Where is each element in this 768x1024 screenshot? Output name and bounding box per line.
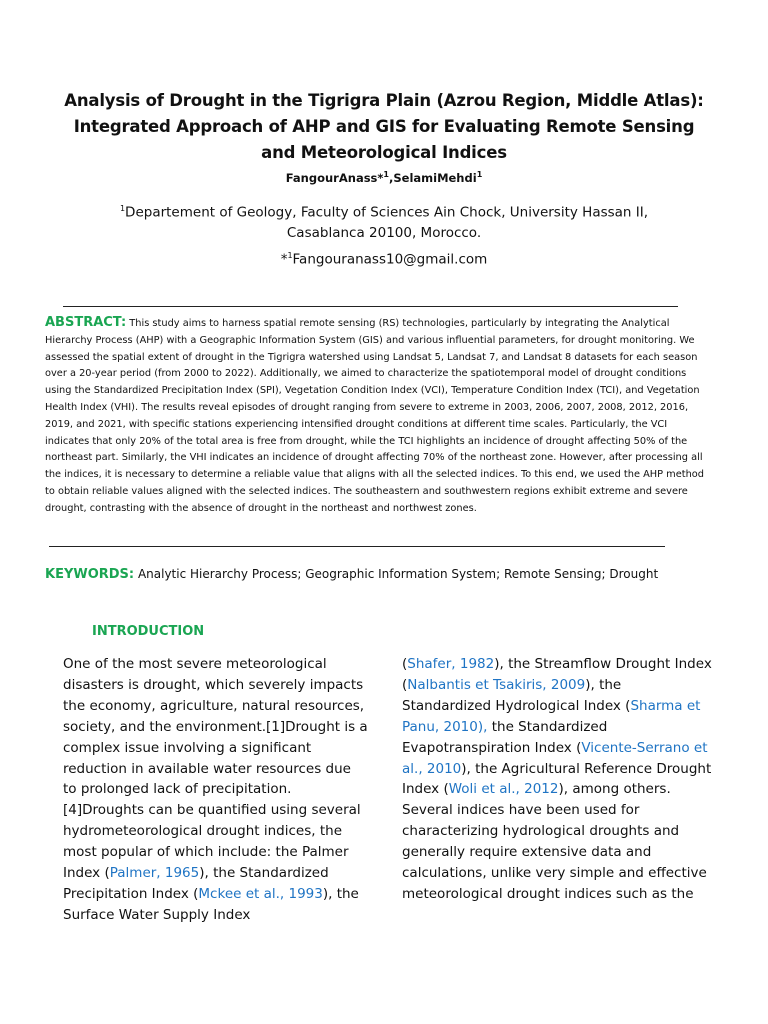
- citation-link[interactable]: Woli et al., 2012: [448, 781, 559, 798]
- author-first-affil: 1: [383, 170, 389, 179]
- citation-link[interactable]: Shafer, 1982: [407, 656, 495, 672]
- citation-link[interactable]: Mckee et al., 1993: [198, 885, 323, 902]
- citation-link[interactable]: Nalbantis et Tsakiris, 2009: [407, 676, 586, 693]
- email-marker: 1: [287, 251, 293, 260]
- author-second: SelamiMehdi: [393, 170, 477, 185]
- abstract-text: This study aims to harness spatial remote sensing (RS) technologies, particularly by integrating the Analytical Hierarchy Process (AHP) with a Geographic Information System (GIS) and various influential parameters, for drought monitoring. We assessed the spatial extent of drought in the Tigrigra watershed using Landsat 5, Landsat 7, and Landsat 8 datasets for each season over a 20-year period (from 2000 to 2022). Additionally, we aimed to characterize the spatiotemporal model of drought conditions using the Standardized Precipitation Index (SPI), Vegetation Condition Index (VCI), Temperature Condition Index (TCI), and Vegetation Health Index (VHI). The results reveal episodes of drought ranging from severe to extreme in 2003, 2006, 2007, 2008, 2012, 2016, 2019, and 2021, with specific stations experiencing intensified drought conditions at different time scales. Particularly, the VCI indicates that only 20% of the total area is free from drought, while the TCI highlights an incidence of drought affecting 50% of the northeast part. Similarly, the VHI indicates an incidence of drought affecting 70% of the northeast zone. However, after processing all the indices, it is necessary to determine a reliable value that aligns with all the selected indices. To this end, we used the AHP method to obtain reliable values aligned with the selected indices. The southeastern and southwestern regions exhibit extreme and severe drought, contrasting with the absence of drought in the northeast and northwest zones.: [45, 318, 705, 514]
- author-line: [0, 170, 768, 185]
- intro-text: (: [402, 656, 408, 672]
- introduction-column-right: [402, 654, 712, 905]
- author-first: FangourAnass*: [285, 170, 384, 185]
- intro-text: the Standardized Evapotranspiration Index (: [402, 718, 608, 756]
- abstract-label: ABSTRACT:: [45, 315, 127, 330]
- divider-bottom: [49, 546, 665, 547]
- introduction-column-left: [63, 654, 368, 926]
- intro-text: ), the Surface Water Supply Index: [63, 885, 359, 923]
- intro-text: ), the Agricultural Reference Drought Index (: [402, 760, 712, 798]
- citation-link[interactable]: Palmer, 1965: [109, 865, 200, 882]
- intro-text: ), among others. Several indices have been used for characterizing hydrological droughts and generally require extensive data and calculations, unlike very simple and effective meteorological drought indices such as the: [402, 781, 707, 902]
- keywords-text: Analytic Hierarchy Process; Geographic Information System; Remote Sensing; Drought: [137, 567, 659, 581]
- divider-top: [63, 306, 678, 307]
- keywords-label: KEYWORDS:: [45, 567, 135, 582]
- author-second-affil: 1: [476, 170, 483, 179]
- paper-title: Analysis of Drought in the Tigrigra Plain (Azrou Region, Middle Atlas): Integrated Approach of AHP and GIS for Evaluating Remote Sensing and Meteorological Indices: [64, 91, 704, 162]
- intro-text: ), the Streamflow Drought Index (: [402, 656, 712, 693]
- affiliation-text: Departement of Geology, Faculty of Sciences Ain Chock, University Hassan II, Casablanca 20100, Morocco.: [125, 204, 649, 241]
- email-address: Fangouranass10@gmail.com: [292, 251, 488, 268]
- corresponding-email: [0, 251, 768, 268]
- keywords: [45, 565, 725, 584]
- citation-link[interactable]: Sharma et Panu, 2010),: [402, 697, 701, 735]
- intro-text: One of the most severe meteorological disasters is drought, which severely impacts the economy, agriculture, natural resources, society, and the environment.[1]Drought is a complex issue involving a significant reduction in available water resources due to prolonged lack of precipitation.[4]Droughts can be quantified using several hydrometeorological drought indices, the most popular of which include: the Palmer Index (: [63, 656, 368, 882]
- intro-text: ), the Standardized Precipitation Index (: [63, 865, 329, 902]
- abstract: [45, 315, 713, 518]
- intro-text: ), the Standardized Hydrological Index (: [402, 676, 631, 714]
- email-prefix: *: [280, 251, 288, 268]
- introduction-heading: INTRODUCTION: [92, 624, 205, 639]
- author-separator: ,: [388, 170, 394, 185]
- affiliation: [100, 199, 668, 243]
- citation-link[interactable]: Vicente-Serrano et al., 2010: [402, 739, 708, 777]
- affiliation-marker: 1: [119, 204, 126, 213]
